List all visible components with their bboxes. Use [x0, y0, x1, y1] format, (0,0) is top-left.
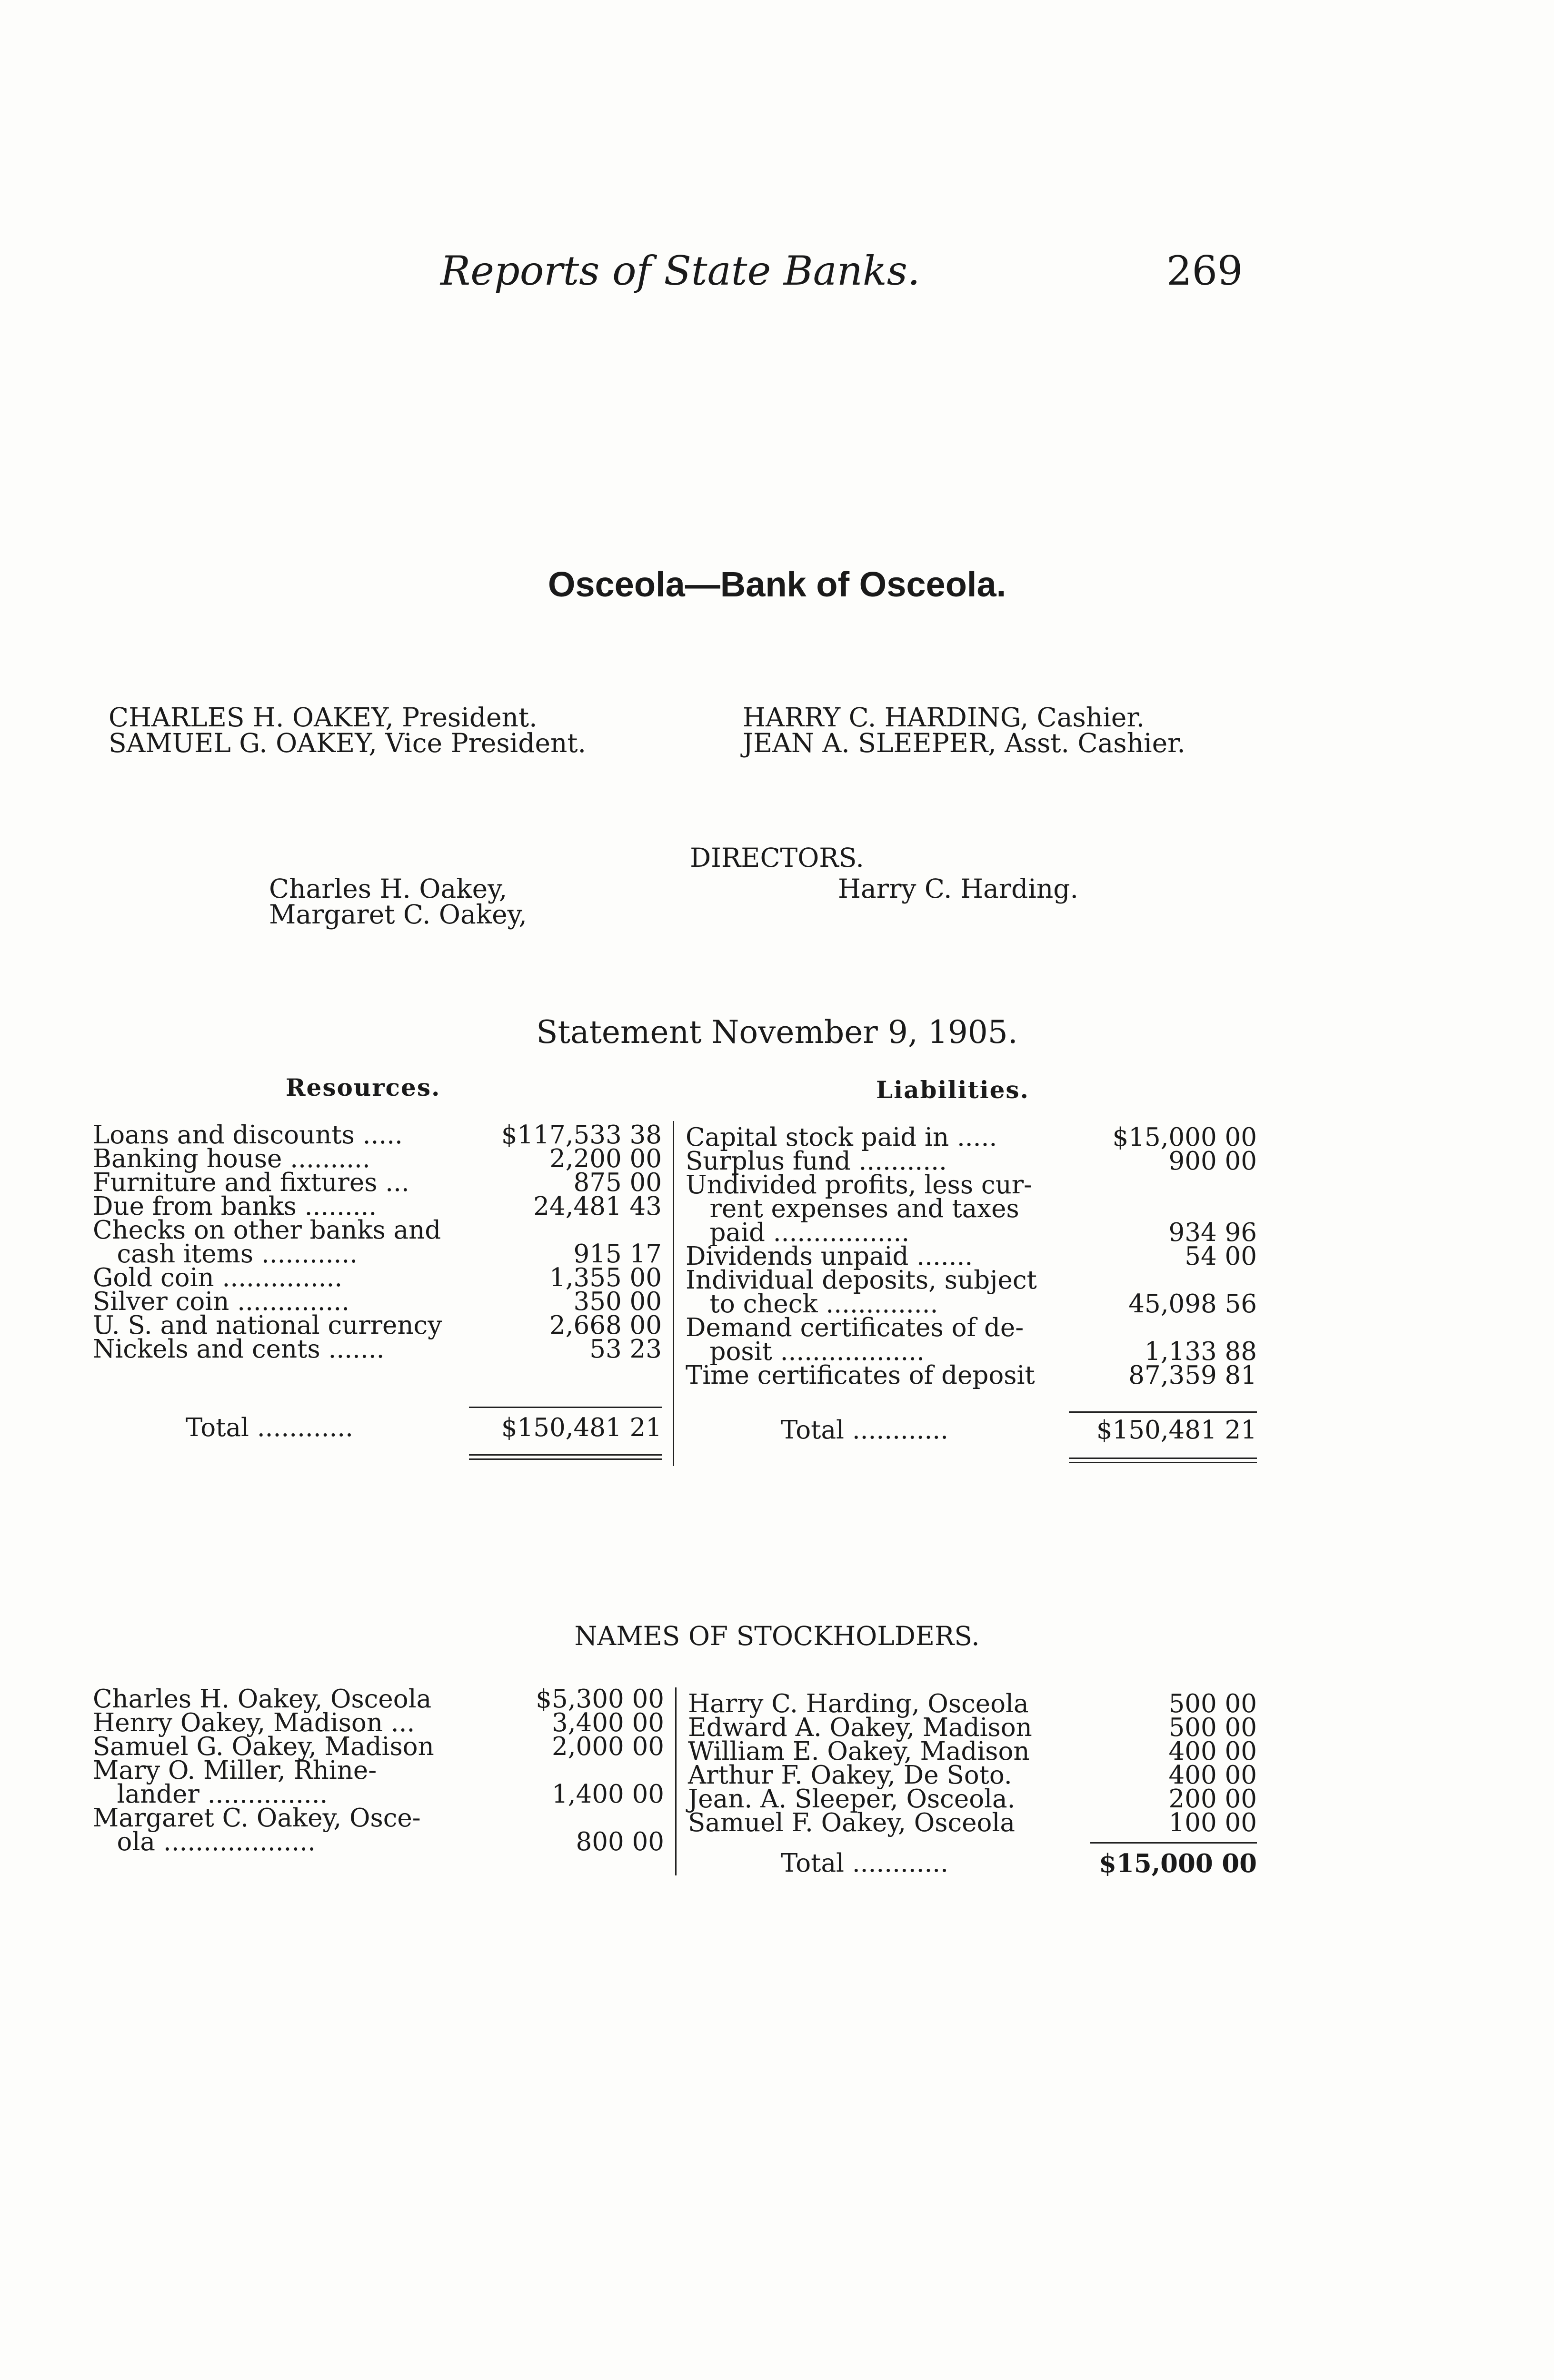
table-row: Samuel G. Oakey, Madison 2,000 00 [93, 1732, 664, 1761]
director-name: Charles H. Oakey, [269, 873, 508, 904]
table-row: Time certificates of deposit 87,359 81 [686, 1361, 1257, 1390]
table-row: Banking house .......... 2,200 00 [93, 1144, 662, 1173]
table-row: Checks on other banks and [93, 1216, 441, 1245]
table-row: rent expenses and taxes [686, 1194, 1019, 1223]
officer-president: CHARLES H. OAKEY, President. [109, 702, 538, 733]
table-row: Undivided profits, less cur- [686, 1170, 1032, 1200]
officer-cashier: HARRY C. HARDING, Cashier. [743, 702, 1145, 733]
officers-right [743, 704, 1185, 756]
directors-left [269, 873, 527, 930]
directors-right [838, 873, 1078, 904]
stockholders-column-divider [675, 1687, 677, 1875]
resources-total-rule [469, 1407, 662, 1408]
table-row: to check .............. 45,098 56 [686, 1289, 1257, 1319]
table-row: Harry C. Harding, Osceola 500 00 [688, 1689, 1257, 1718]
table-row: Surplus fund ........... 900 00 [686, 1147, 1257, 1176]
officer-asst-cashier: JEAN A. SLEEPER, Asst. Cashier. [743, 728, 1185, 758]
total-row: Total ............ $15,000 00 [781, 1849, 1257, 1878]
liabilities-table [686, 1123, 1257, 1390]
table-row: Henry Oakey, Madison ... 3,400 00 [93, 1708, 664, 1737]
liabilities-heading: Liabilities. [876, 1076, 1029, 1104]
stockholders-left-table [93, 1687, 664, 1854]
table-row: ola ................... 800 00 [93, 1827, 664, 1856]
table-row: paid ................. 934 96 [686, 1218, 1257, 1247]
total-row: Total ............ $150,481 21 [781, 1416, 1257, 1445]
liabilities-double-rule [1069, 1458, 1257, 1463]
director-name: Margaret C. Oakey, [269, 899, 527, 930]
table-row: U. S. and national currency 2,668 00 [93, 1311, 662, 1340]
statement-title: Statement November 9, 1905. [536, 1014, 1018, 1051]
table-row: Jean. A. Sleeper, Osceola. 200 00 [688, 1785, 1257, 1814]
table-row: Margaret C. Oakey, Osce- [93, 1804, 421, 1833]
liabilities-total-rule [1069, 1411, 1257, 1413]
table-row: Charles H. Oakey, Osceola $5,300 00 [93, 1685, 664, 1714]
stockholders-right-table [688, 1689, 1257, 1837]
resources-heading: Resources. [286, 1073, 441, 1101]
table-row: lander ............... 1,400 00 [93, 1780, 664, 1809]
table-row: Capital stock paid in ..... $15,000 00 [686, 1123, 1257, 1152]
table-row: Loans and discounts ..... $117,533 38 [93, 1121, 662, 1150]
table-row: Silver coin .............. 350 00 [93, 1287, 662, 1316]
statement-column-divider [673, 1121, 674, 1466]
table-row: posit .................. 1,133 88 [686, 1337, 1257, 1366]
resources-double-rule [469, 1454, 662, 1460]
directors-heading: DIRECTORS. [690, 843, 864, 873]
page-number: 269 [1166, 248, 1243, 294]
table-row: Arthur F. Oakey, De Soto. 400 00 [688, 1761, 1257, 1790]
stockholders-heading: NAMES OF STOCKHOLDERS. [574, 1621, 980, 1651]
table-row: Gold coin ............... 1,355 00 [93, 1263, 662, 1292]
table-row: cash items ............ 915 17 [93, 1240, 662, 1269]
director-name: Harry C. Harding. [838, 873, 1078, 904]
table-row: Nickels and cents ....... 53 23 [93, 1335, 662, 1364]
table-row: Edward A. Oakey, Madison 500 00 [688, 1713, 1257, 1742]
table-row: William E. Oakey, Madison 400 00 [688, 1737, 1257, 1766]
bank-title: Osceola—Bank of Osceola. [548, 565, 1006, 604]
table-row: Furniture and fixtures ... 875 00 [93, 1168, 662, 1197]
stockholders-total [781, 1849, 1257, 1878]
liabilities-total [781, 1416, 1257, 1445]
table-row: Due from banks ......... 24,481 43 [93, 1192, 662, 1221]
table-row: Individual deposits, subject [686, 1266, 1037, 1295]
total-row: Total ............ $150,481 21 [186, 1413, 662, 1442]
table-row: Demand certificates of de- [686, 1313, 1024, 1342]
running-head: Reports of State Banks. [440, 248, 920, 294]
officers-left [109, 704, 586, 756]
resources-total [186, 1413, 662, 1442]
stockholders-total-rule [1090, 1842, 1257, 1844]
table-row: Dividends unpaid ....... 54 00 [686, 1242, 1257, 1271]
table-row: Mary O. Miller, Rhine- [93, 1756, 377, 1785]
resources-table [93, 1121, 662, 1364]
officer-vice-president: SAMUEL G. OAKEY, Vice President. [109, 728, 586, 758]
table-row: Samuel F. Oakey, Osceola 100 00 [688, 1808, 1257, 1837]
